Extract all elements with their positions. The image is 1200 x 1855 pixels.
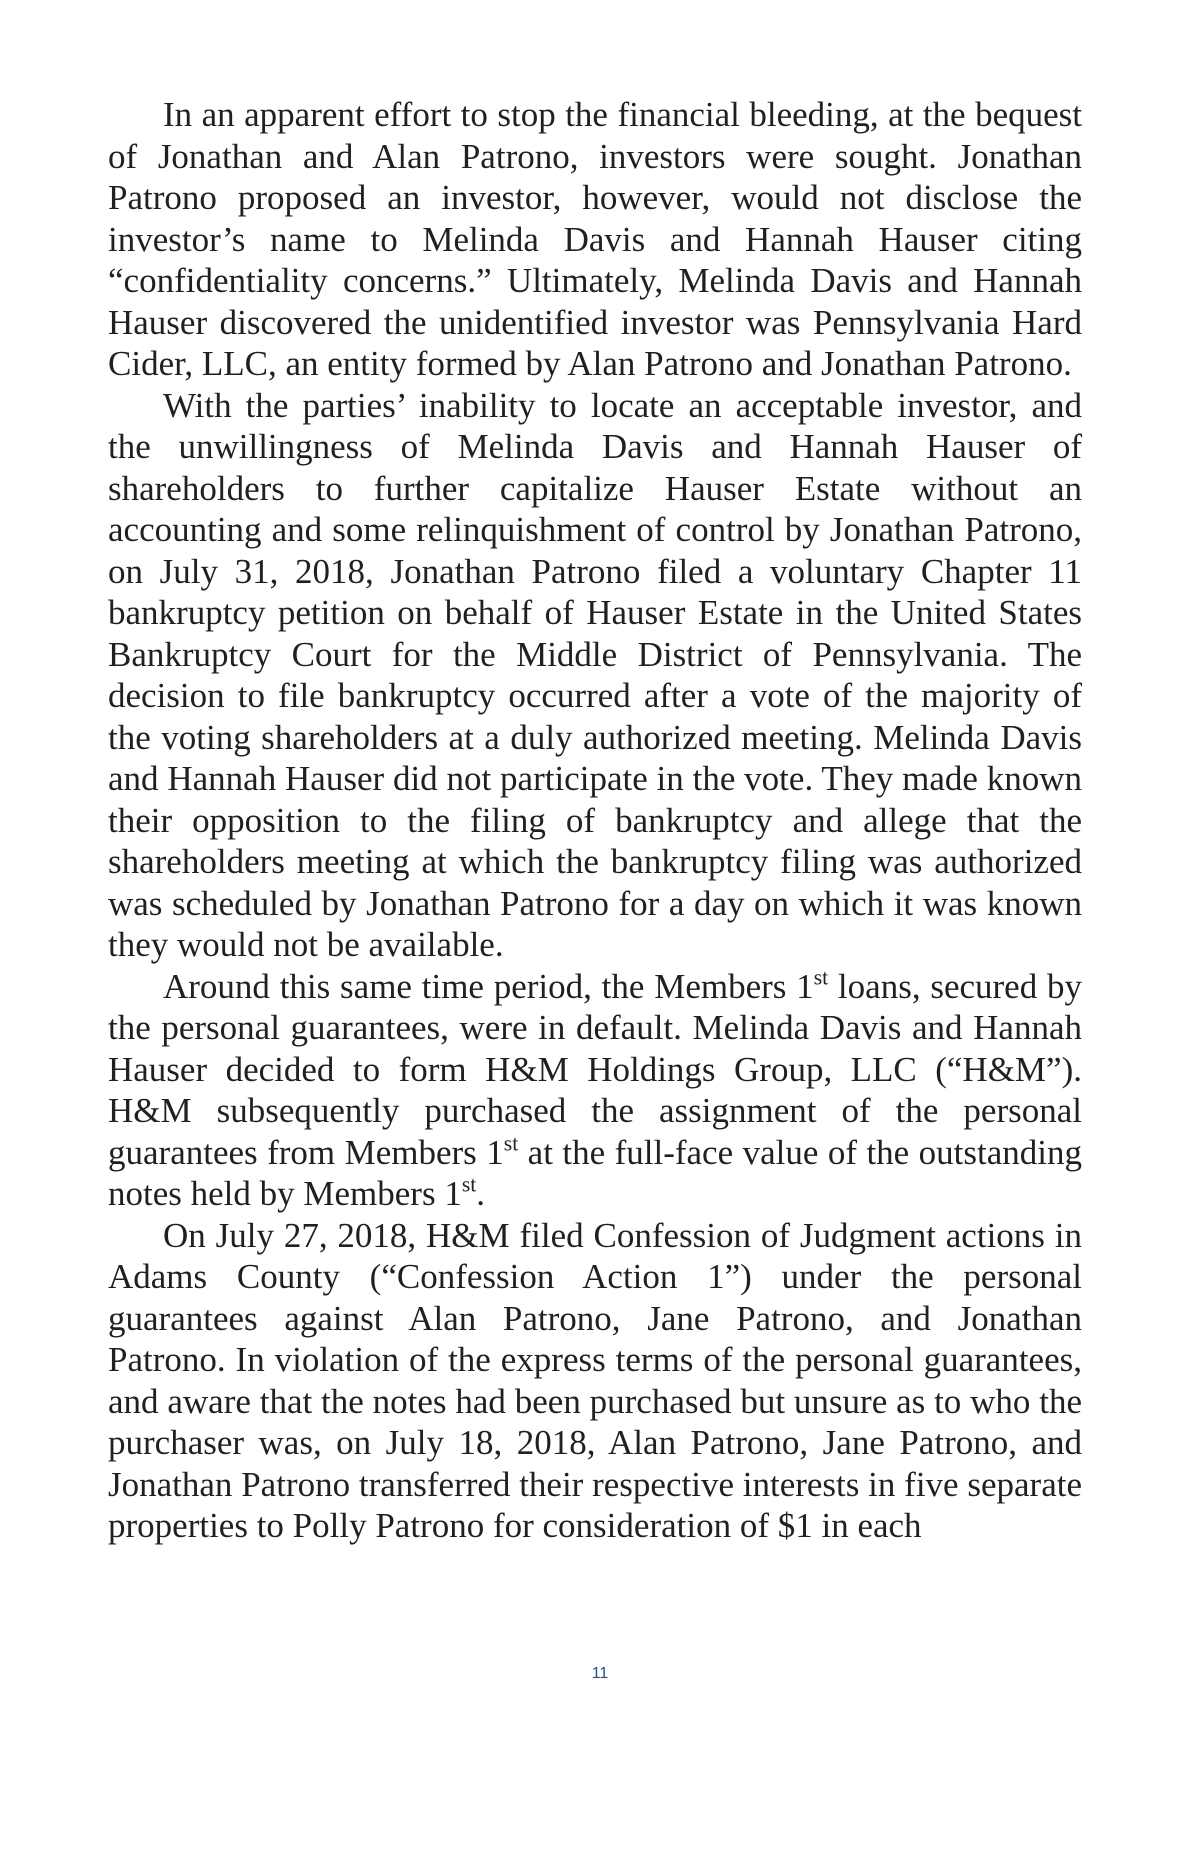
paragraph-text: With the parties’ inability to locate an acceptable investor, and the unwillingness of Melinda Davis and Hannah Hauser of shareholders to further capitalize Hauser Estate without an accounting and some relinquishment of control by Jonathan Patrono, on July 31, 2018, Jonathan Patrono filed a voluntary Chapter 11 bankruptcy petition on behalf of Hauser Estate in the United States Bankruptcy Court for the Middle District of Pennsylvania. The decision to file bankruptcy occurred after a vote of the majority of the voting shareholders at a duly authorized meeting. Melinda Davis and Hannah Hauser did not participate in the vote. They made known their opposition to the filing of bankruptcy and allege that the shareholders meeting at which the bankruptcy filing was authorized was scheduled by Jonathan Patrono for a day on which it was known they would not be available. [108, 385, 1082, 964]
ordinal-superscript: st [461, 1172, 477, 1197]
paragraph-text: loans, secured by the personal guarantees, were in default. Melinda Davis and Hannah Hauser decided to form H&M Holdings Group, LLC (“H&M”). H&M subsequently purchased the assignment of the personal guarantees from Members 1 [108, 966, 1082, 1172]
paragraph-text: . [476, 1174, 486, 1213]
ordinal-superscript: st [503, 1131, 519, 1156]
paragraph-text: Around this same time period, the Members 1 [163, 966, 814, 1006]
paragraph-text: at the full-face value of the outstanding notes held by Members 1 [108, 1132, 1082, 1213]
paragraph-text: On July 27, 2018, H&M filed Confession of Judgment actions in Adams County (“Confession Action 1”) under the personal guarantees against Alan Patrono, Jane Patrono, and Jonathan Patrono. In violation of the express terms of the personal guarantees, and aware that the notes had been purchased but unsure as to who the purchaser was, on July 18, 2018, Alan Patrono, Jane Patrono, and Jonathan Patrono transferred their respective interests in five separate properties to Polly Patrono for consideration of $1 in each [108, 1215, 1082, 1545]
page-number: 11 [591, 1665, 609, 1682]
ordinal-superscript: st [813, 965, 829, 990]
paragraph-confession-action [108, 1215, 1082, 1547]
paragraph-text: In an apparent effort to stop the financial bleeding, at the bequest of Jonathan and Alan Patrono, investors were sought. Jonathan Patrono proposed an investor, however, would not disclose the investor’s name to Melinda Davis and Hannah Hauser citing “confidentiality concerns.” Ultimately, Melinda Davis and Hannah Hauser discovered the unidentified investor was Pennsylvania Hard Cider, LLC, an entity formed by Alan Patrono and Jonathan Patrono. [108, 95, 1082, 383]
paragraph-investor-search [108, 94, 1082, 385]
document-page [108, 94, 1082, 1547]
paragraph-bankruptcy-filing [108, 385, 1082, 966]
paragraph-loans-default [108, 966, 1082, 1215]
